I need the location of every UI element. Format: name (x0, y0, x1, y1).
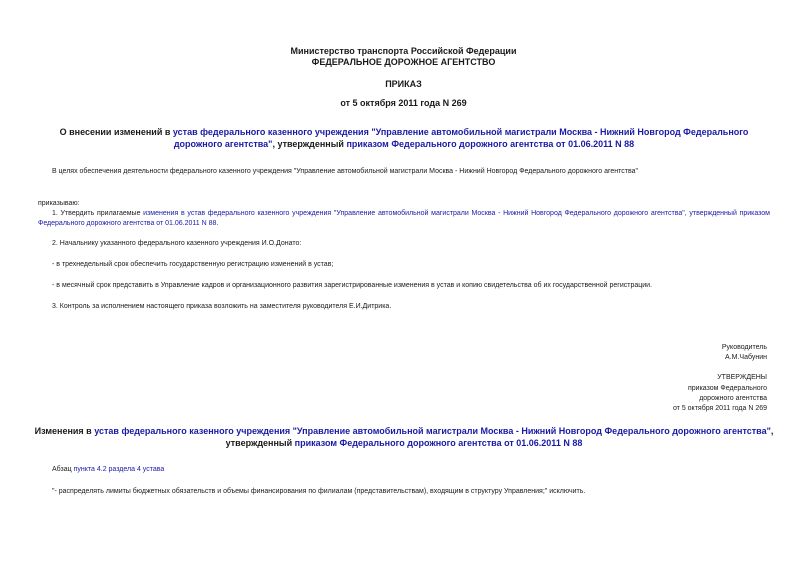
order-88-link[interactable]: приказом Федерального дорожного агентства от 01.06.2011 N 88 (346, 139, 635, 149)
title-prefix: О внесении изменений в (59, 127, 173, 137)
changes-prefix: Изменения в (34, 426, 95, 436)
item-3: 3. Контроль за исполнением настоящего приказа возложить на заместителя руководителя Е.И.Дитрика. (52, 303, 392, 310)
paragraph-ref (52, 466, 164, 473)
changes-charter-link[interactable]: устав федерального казенного учреждения "Управление автомобильной магистрали Москва - Нижний Новгород Федерального дорожного агентства" (94, 426, 771, 436)
agency-name: ФЕДЕРАЛЬНОЕ ДОРОЖНОЕ АГЕНТСТВО (311, 57, 496, 67)
doc-title (38, 126, 770, 150)
item-2b: - в месячный срок представить в Управление кадров и организационного развития зарегистрированные изменения в устав и копию свидетельства об их государственной регистрации. (52, 282, 653, 289)
charter-link[interactable]: устав федерального казенного учреждения "Управление автомобильной магистрали Москва - Нижний Новгород Федерального дорожного агентства" (172, 127, 749, 149)
approval-line-1: УТВЕРЖДЕНЫ (717, 374, 767, 381)
changes-order-link[interactable]: приказом Федерального дорожного агентства от 01.06.2011 N 88 (294, 438, 583, 448)
approval-line-3: дорожного агентства (699, 395, 767, 402)
orders-word: приказываю: (38, 200, 80, 207)
item-2a: - в трехнедельный срок обеспечить государственную регистрацию изменений в устав; (52, 261, 334, 268)
signer-role: Руководитель (721, 344, 767, 351)
item-1-prefix: 1. Утвердить прилагаемые (52, 210, 144, 217)
changes-title (30, 425, 778, 449)
changes-link[interactable]: изменения в устав федерального казенного учреждения "Управление автомобильной магистрали Москва - Нижний Новгород Федерального дорожного агентства", утвержденный приказом Федерального дорожного агентства от 01.06.2011 N 88 (38, 210, 770, 227)
title-middle: , утвержденный (272, 139, 347, 149)
item-1 (38, 209, 770, 229)
signer-name: А.М.Чабунин (725, 354, 767, 361)
doc-date: от 5 октября 2011 года N 269 (340, 98, 467, 108)
item-2: 2. Начальнику указанного федерального казенного учреждения И.О.Донато: (52, 240, 302, 247)
approval-line-2: приказом Федерального (687, 385, 767, 392)
purpose-paragraph: В целях обеспечения деятельности федерального казенного учреждения "Управление автомобильной магистрали Москва - Нижний Новгород Федерального дорожного агентства" (52, 168, 639, 175)
clause-link[interactable]: пункта 4.2 раздела 4 устава (73, 466, 165, 473)
paragraph-prefix: Абзац (52, 466, 74, 473)
doc-type: ПРИКАЗ (385, 79, 422, 89)
removed-clause: "- распределять лимиты бюджетных обязательств и объемы финансирования по филиалам (представительствам), входящим в структуру Управления;" исключить. (52, 488, 586, 495)
changes-middle: , утвержденный (225, 426, 774, 448)
approval-line-4: от 5 октября 2011 года N 269 (672, 405, 767, 412)
ministry-name: Министерство транспорта Российской Федерации (290, 46, 517, 56)
item-1-suffix: . (216, 220, 219, 227)
